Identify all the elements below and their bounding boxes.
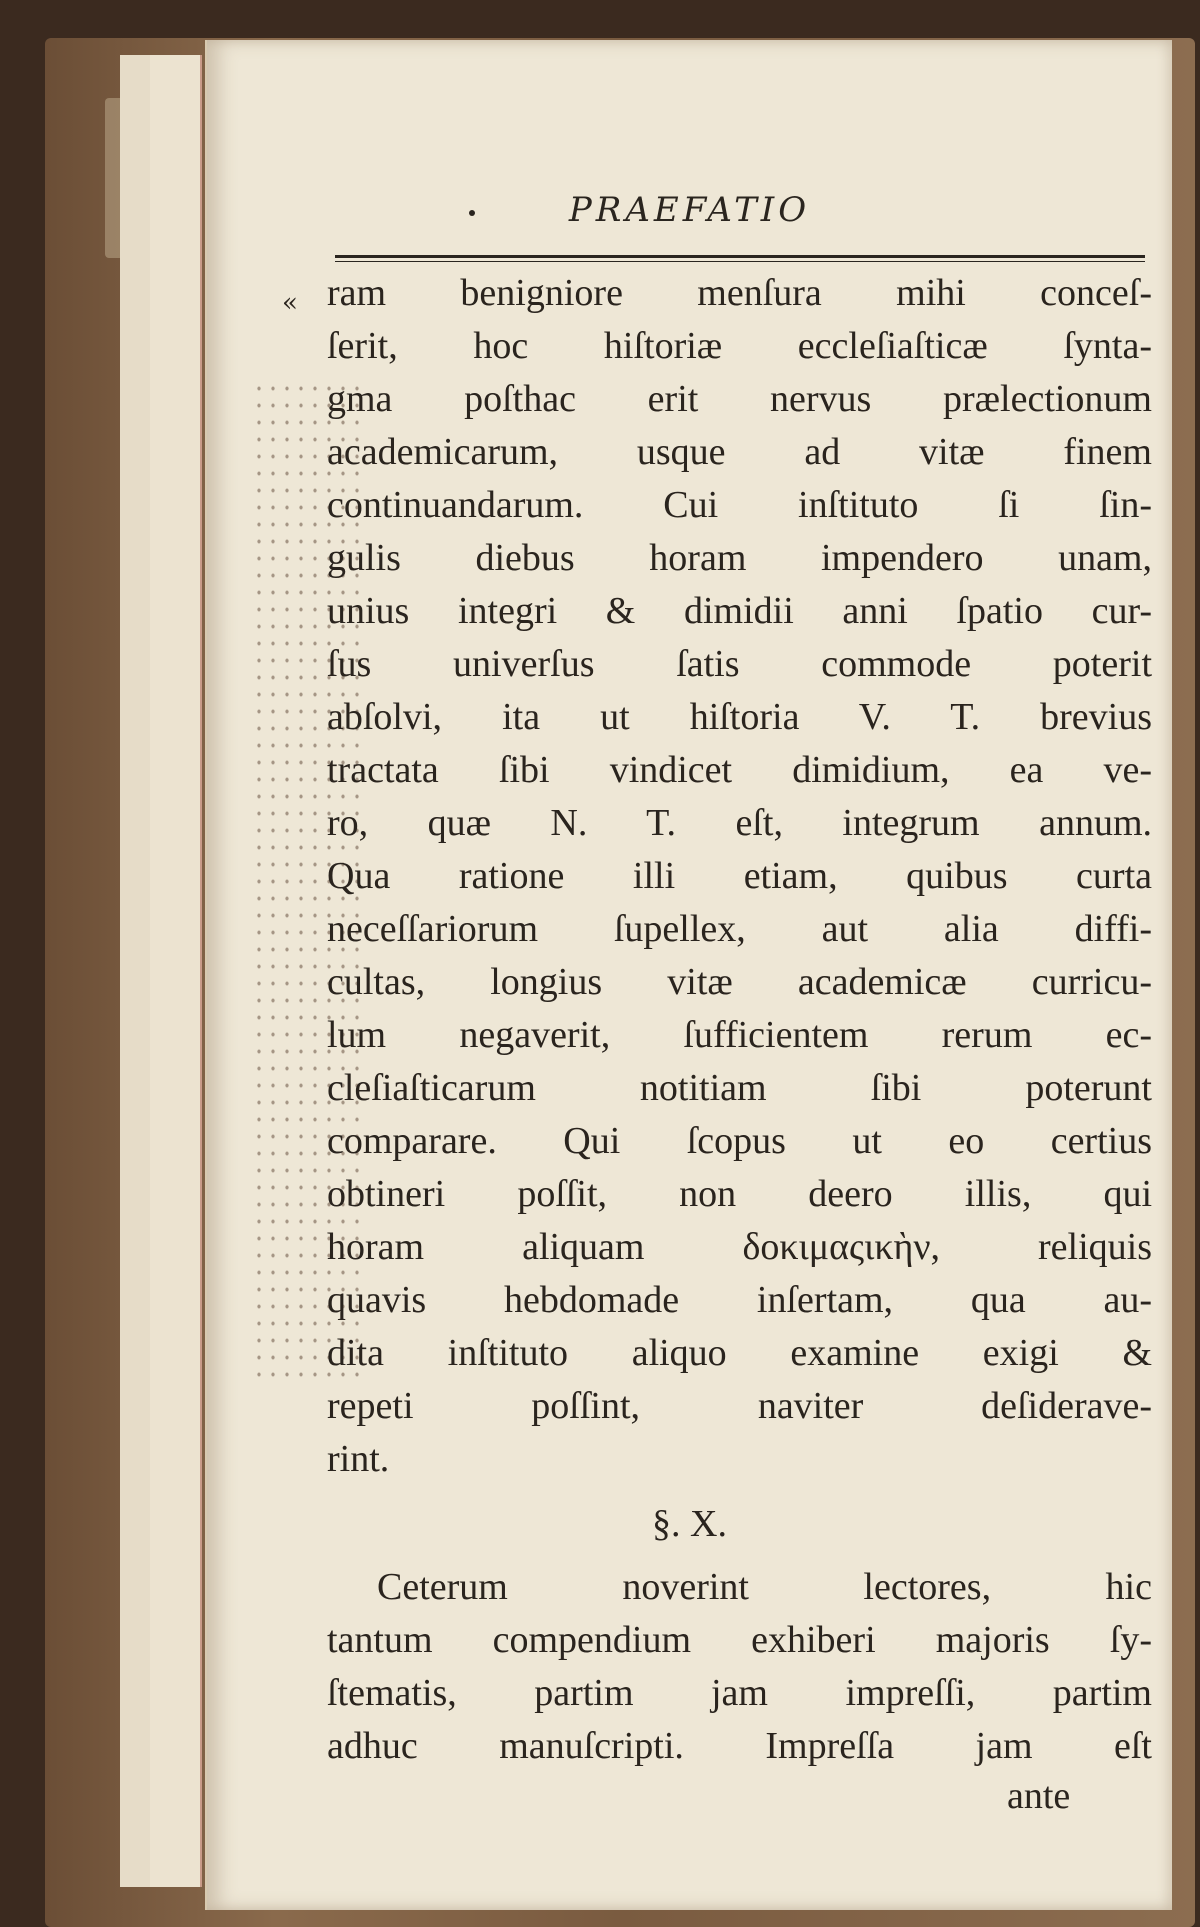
text-line: ro, quæ N. T. eſt, integrum annum. <box>327 802 1152 844</box>
text-line: tantum compendium exhiberi majoris ſy- <box>327 1619 1152 1661</box>
text-line: comparare. Qui ſcopus ut eo certius <box>327 1120 1152 1162</box>
margin-mark: « <box>282 288 298 318</box>
text-line: neceſſariorum ſupellex, aut alia diffi- <box>327 908 1152 950</box>
text-line: gulis diebus horam impendero unam, <box>327 537 1152 579</box>
text-line: ram benigniore menſura mihi conceſ- <box>327 272 1152 314</box>
text-line: abſolvi, ita ut hiſtoria V. T. brevius <box>327 696 1152 738</box>
section-heading: §. X. <box>652 1503 727 1545</box>
catchword: ante <box>1007 1775 1071 1817</box>
text-line: Ceterum noverint lectores, hic <box>377 1566 1152 1608</box>
text-line: academicarum, usque ad vitæ finem <box>327 431 1152 473</box>
head-rule <box>335 255 1145 258</box>
text-line: cultas, longius vitæ academicæ curricu- <box>327 961 1152 1003</box>
text-line: adhuc manuſcripti. Impreſſa jam eſt <box>327 1725 1152 1767</box>
text-line: tractata ſibi vindicet dimidium, ea ve- <box>327 749 1152 791</box>
running-head: PRAEFATIO <box>568 190 811 230</box>
text-line: continuandarum. Cui inſtituto ſi ſin- <box>327 484 1152 526</box>
head-rule-thin <box>335 261 1145 262</box>
text-line: unius integri & dimidii anni ſpatio cur- <box>327 590 1152 632</box>
text-line: rint. <box>327 1438 390 1480</box>
text-line: obtineri poſſit, non deero illis, qui <box>327 1173 1152 1215</box>
text-line: horam aliquam δοκιμαςικὴν, reliquis <box>327 1226 1152 1268</box>
text-line: repeti poſſint, naviter deſiderave- <box>327 1385 1152 1427</box>
text-line: cleſiaſticarum notitiam ſibi poterunt <box>327 1067 1152 1109</box>
text-line: ſus univerſus ſatis commode poterit <box>327 643 1152 685</box>
text-line: gma poſthac erit nervus prælectionum <box>327 378 1152 420</box>
text-line: ſtematis, partim jam impreſſi, partim <box>327 1672 1152 1714</box>
text-line: quavis hebdomade inſertam, qua au- <box>327 1279 1152 1321</box>
text-line: ſerit, hoc hiſtoriæ eccleſiaſticæ ſynta- <box>327 325 1152 367</box>
text-line: lum negaverit, ſufficientem rerum ec- <box>327 1014 1152 1056</box>
text-line: dita inſtituto aliquo examine exigi & <box>327 1332 1152 1374</box>
page-edges-inner <box>150 55 202 1887</box>
book-page <box>205 40 1172 1910</box>
text-line: Qua ratione illi etiam, quibus curta <box>327 855 1152 897</box>
